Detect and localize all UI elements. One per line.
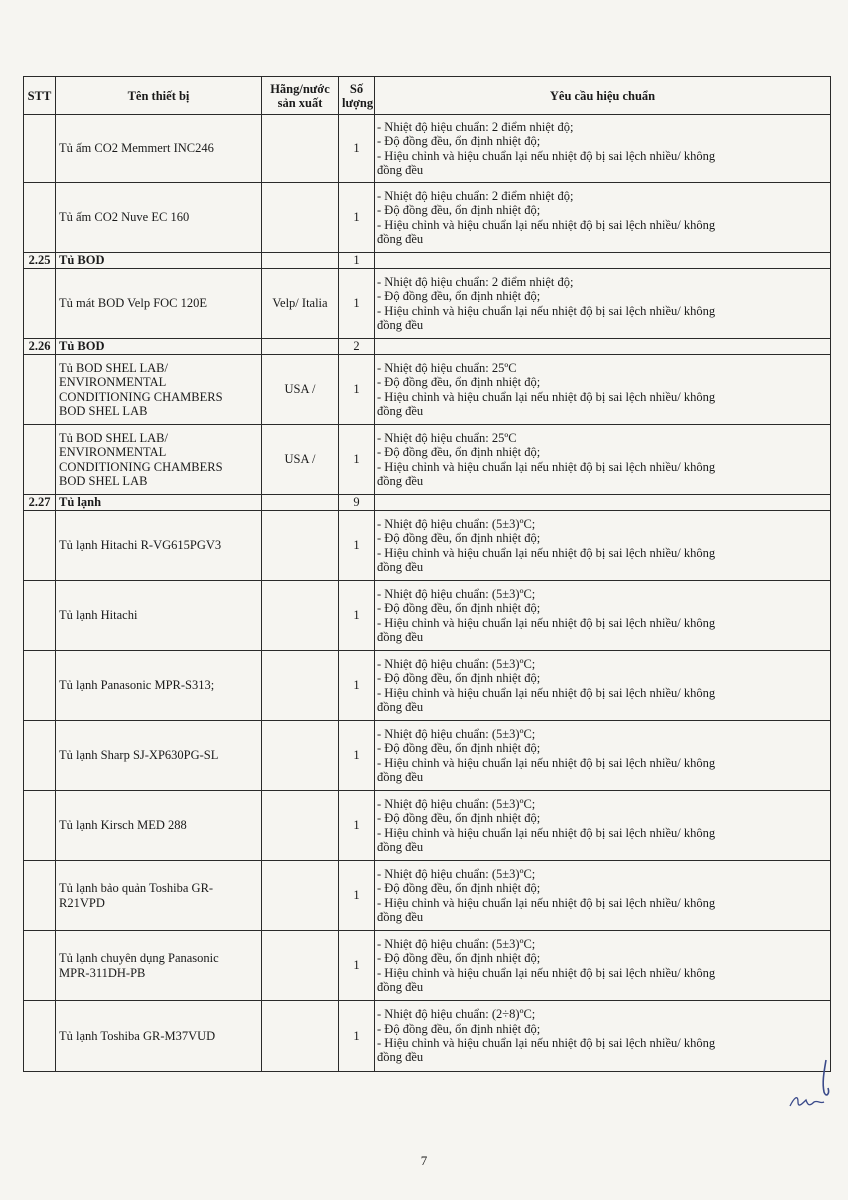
requirement-line: đồng đều [377,559,424,574]
device-name-line: Tủ BOD SHEL LAB/ [59,360,168,375]
requirement-line: - Hiệu chỉnh và hiệu chuẩn lại nếu nhiệt độ bị sai lệch nhiều/ không [377,545,716,560]
requirement-cell [375,581,831,651]
requirement-line: - Độ đồng đều, ổn định nhiệt độ; [377,1021,541,1036]
requirement-line: - Độ đồng đều, ổn định nhiệt độ; [377,289,541,304]
maker-cell [262,339,339,355]
requirement-line: đồng đều [377,699,424,714]
requirement-cell [375,339,831,355]
device-name-cell: Tủ lạnh Toshiba GR-M37VUD [56,1001,262,1072]
group-row [24,495,831,511]
maker-cell [262,791,339,861]
header-maker [262,77,339,115]
maker-cell [262,1001,339,1072]
requirement-line: - Độ đồng đều, ổn định nhiệt độ; [377,881,541,896]
requirement-line: - Nhiệt độ hiệu chuẩn: (5±3)ºC; [377,516,536,531]
quantity-cell: 1 [339,355,375,425]
requirement-cell [375,425,831,495]
stt-cell: 2.25 [24,253,56,269]
maker-cell [262,651,339,721]
table-row [24,721,831,791]
requirement-cell [375,269,831,339]
maker-cell [262,581,339,651]
requirement-line: đồng đều [377,162,424,177]
requirement-line: - Nhiệt độ hiệu chuẩn: (5±3)ºC; [377,726,536,741]
requirement-line: - Độ đồng đều, ổn định nhiệt độ; [377,671,541,686]
requirement-cell [375,931,831,1001]
requirement-line: - Hiệu chỉnh và hiệu chuẩn lại nếu nhiệt độ bị sai lệch nhiều/ không [377,148,716,163]
requirement-line: - Độ đồng đều, ổn định nhiệt độ; [377,531,541,546]
requirement-line: - Nhiệt độ hiệu chuẩn: 25ºC [377,360,517,375]
requirement-line: - Nhiệt độ hiệu chuẩn: (5±3)ºC; [377,656,536,671]
header-qty [339,77,375,115]
quantity-cell: 1 [339,581,375,651]
maker-cell [262,861,339,931]
requirement-line: đồng đều [377,473,424,488]
device-name-cell: Tủ BOD [56,253,262,269]
page-number: 7 [420,1153,428,1168]
requirement-line: đồng đều [377,839,424,854]
requirement-cell [375,721,831,791]
table-row [24,931,831,1001]
requirement-line: - Độ đồng đều, ổn định nhiệt độ; [377,375,541,390]
device-name-line: ENVIRONMENTAL [59,375,167,390]
requirement-line: - Hiệu chỉnh và hiệu chuẩn lại nếu nhiệt độ bị sai lệch nhiều/ không [377,755,716,770]
table-row [24,511,831,581]
requirement-line: - Hiệu chỉnh và hiệu chuẩn lại nếu nhiệt độ bị sai lệch nhiều/ không [377,1036,716,1050]
quantity-cell: 1 [339,651,375,721]
quantity-cell: 1 [339,183,375,253]
requirement-line: - Nhiệt độ hiệu chuẩn: 2 điểm nhiệt độ; [377,119,574,134]
requirement-line: - Nhiệt độ hiệu chuẩn: 2 điểm nhiệt độ; [377,188,574,203]
signature-mark [784,1058,844,1118]
stt-cell [24,511,56,581]
device-name-line: Tủ lạnh chuyên dụng Panasonic [59,951,219,966]
device-name-line: CONDITIONING CHAMBERS [59,389,223,404]
table-row [24,115,831,183]
requirement-line: - Nhiệt độ hiệu chuẩn: (5±3)ºC; [377,936,536,951]
requirement-cell [375,495,831,511]
requirement-cell [375,651,831,721]
stt-cell [24,183,56,253]
maker-cell [262,511,339,581]
device-name-cell [56,355,262,425]
requirement-line: đồng đều [377,769,424,784]
table-row [24,269,831,339]
maker-cell [262,931,339,1001]
device-name-line: ENVIRONMENTAL [59,445,167,460]
table-row [24,425,831,495]
stt-cell [24,931,56,1001]
header-stt: STT [24,77,56,115]
requirement-line: - Hiệu chỉnh và hiệu chuẩn lại nếu nhiệt độ bị sai lệch nhiều/ không [377,217,716,232]
device-name-line: Tủ BOD SHEL LAB/ [59,430,168,445]
stt-cell [24,355,56,425]
requirement-cell [375,183,831,253]
requirement-line: - Nhiệt độ hiệu chuẩn: (5±3)ºC; [377,586,536,601]
stt-cell [24,791,56,861]
stt-cell [24,115,56,183]
stt-cell: 2.26 [24,339,56,355]
maker-cell: Velp/ Italia [262,269,339,339]
requirement-cell [375,115,831,183]
quantity-cell: 1 [339,115,375,183]
stt-cell [24,651,56,721]
header-qty-line1: Số [349,81,364,96]
quantity-cell: 1 [339,425,375,495]
requirement-line: - Độ đồng đều, ổn định nhiệt độ; [377,445,541,460]
requirement-line: - Hiệu chỉnh và hiệu chuẩn lại nếu nhiệt độ bị sai lệch nhiều/ không [377,685,716,700]
table-row [24,861,831,931]
table-row [24,183,831,253]
stt-cell [24,861,56,931]
quantity-cell: 1 [339,511,375,581]
requirement-line: đồng đều [377,629,424,644]
maker-cell [262,115,339,183]
requirement-line: - Độ đồng đều, ổn định nhiệt độ; [377,951,541,966]
requirement-line: - Nhiệt độ hiệu chuẩn: 2 điểm nhiệt độ; [377,274,574,289]
maker-cell [262,253,339,269]
device-name-line: Tủ lạnh bảo quản Toshiba GR- [59,881,214,896]
device-name-line: CONDITIONING CHAMBERS [59,459,223,474]
requirement-cell [375,355,831,425]
stt-cell [24,1001,56,1072]
requirement-cell [375,861,831,931]
requirement-line: - Hiệu chỉnh và hiệu chuẩn lại nếu nhiệt độ bị sai lệch nhiều/ không [377,303,716,318]
device-name-cell: Tủ lạnh Hitachi R-VG615PGV3 [56,511,262,581]
requirement-cell [375,791,831,861]
quantity-cell: 1 [339,269,375,339]
requirement-line: - Nhiệt độ hiệu chuẩn: (5±3)ºC; [377,796,536,811]
table-body [24,115,831,1072]
device-name-cell [56,931,262,1001]
requirement-line: - Hiệu chỉnh và hiệu chuẩn lại nếu nhiệt độ bị sai lệch nhiều/ không [377,615,716,630]
requirement-line: - Nhiệt độ hiệu chuẩn: (5±3)ºC; [377,866,536,881]
requirement-cell [375,1001,831,1072]
device-name-cell: Tủ lạnh Kirsch MED 288 [56,791,262,861]
requirement-line: đồng đều [377,317,424,332]
requirement-line: - Độ đồng đều, ổn định nhiệt độ; [377,601,541,616]
device-name-line: MPR-311DH-PB [59,965,146,980]
requirement-line: - Độ đồng đều, ổn định nhiệt độ; [377,811,541,826]
device-name-cell: Tủ ấm CO2 Memmert INC246 [56,115,262,183]
device-name-cell: Tủ lạnh [56,495,262,511]
device-name-line: BOD SHEL LAB [59,403,148,418]
requirement-cell [375,253,831,269]
requirement-line: - Độ đồng đều, ổn định nhiệt độ; [377,741,541,756]
header-name: Tên thiết bị [56,77,262,115]
requirement-line: - Nhiệt độ hiệu chuẩn: 25ºC [377,430,517,445]
quantity-cell: 9 [339,495,375,511]
requirement-line: - Hiệu chỉnh và hiệu chuẩn lại nếu nhiệt độ bị sai lệch nhiều/ không [377,895,716,910]
maker-cell: USA / [262,425,339,495]
maker-cell [262,721,339,791]
header-requirement: Yêu cầu hiệu chuẩn [375,77,831,115]
requirement-line: - Hiệu chỉnh và hiệu chuẩn lại nếu nhiệt độ bị sai lệch nhiều/ không [377,825,716,840]
table-row [24,581,831,651]
device-name-line: BOD SHEL LAB [59,473,148,488]
device-name-line: R21VPD [59,895,105,910]
device-name-cell: Tủ BOD [56,339,262,355]
header-qty-line2: lượng [342,95,374,110]
requirement-line: - Hiệu chỉnh và hiệu chuẩn lại nếu nhiệt độ bị sai lệch nhiều/ không [377,459,716,474]
requirement-line: - Độ đồng đều, ổn định nhiệt độ; [377,203,541,218]
table-row [24,791,831,861]
requirement-line: - Hiệu chỉnh và hiệu chuẩn lại nếu nhiệt độ bị sai lệch nhiều/ không [377,965,716,980]
quantity-cell: 2 [339,339,375,355]
header-maker-line1: Hãng/nước [270,81,330,96]
requirement-line: đồng đều [377,979,424,994]
table-header-row [24,77,831,115]
device-name-cell [56,861,262,931]
stt-cell [24,581,56,651]
requirement-line: - Nhiệt độ hiệu chuẩn: (2÷8)ºC; [377,1007,536,1022]
requirement-cell [375,511,831,581]
device-name-cell [56,425,262,495]
requirement-line: đồng đều [377,231,424,246]
group-row [24,253,831,269]
quantity-cell: 1 [339,861,375,931]
requirement-line: đồng đều [377,1050,424,1065]
table-row [24,355,831,425]
device-name-cell: Tủ lạnh Panasonic MPR-S313; [56,651,262,721]
quantity-cell: 1 [339,791,375,861]
device-name-cell: Tủ lạnh Hitachi [56,581,262,651]
stt-cell [24,269,56,339]
maker-cell: USA / [262,355,339,425]
requirement-line: - Độ đồng đều, ổn định nhiệt độ; [377,134,541,149]
table-row [24,651,831,721]
quantity-cell: 1 [339,931,375,1001]
device-name-cell: Tủ lạnh Sharp SJ-XP630PG-SL [56,721,262,791]
quantity-cell: 1 [339,721,375,791]
stt-cell: 2.27 [24,495,56,511]
equipment-table [23,76,831,1072]
maker-cell [262,183,339,253]
stt-cell [24,721,56,791]
device-name-cell: Tủ ấm CO2 Nuve EC 160 [56,183,262,253]
requirement-line: đồng đều [377,909,424,924]
quantity-cell: 1 [339,253,375,269]
group-row [24,339,831,355]
quantity-cell: 1 [339,1001,375,1072]
table-row [24,1001,831,1072]
header-maker-line2: sản xuất [277,95,323,110]
stt-cell [24,425,56,495]
device-name-cell: Tủ mát BOD Velp FOC 120E [56,269,262,339]
requirement-line: đồng đều [377,403,424,418]
requirement-line: - Hiệu chỉnh và hiệu chuẩn lại nếu nhiệt độ bị sai lệch nhiều/ không [377,389,716,404]
maker-cell [262,495,339,511]
